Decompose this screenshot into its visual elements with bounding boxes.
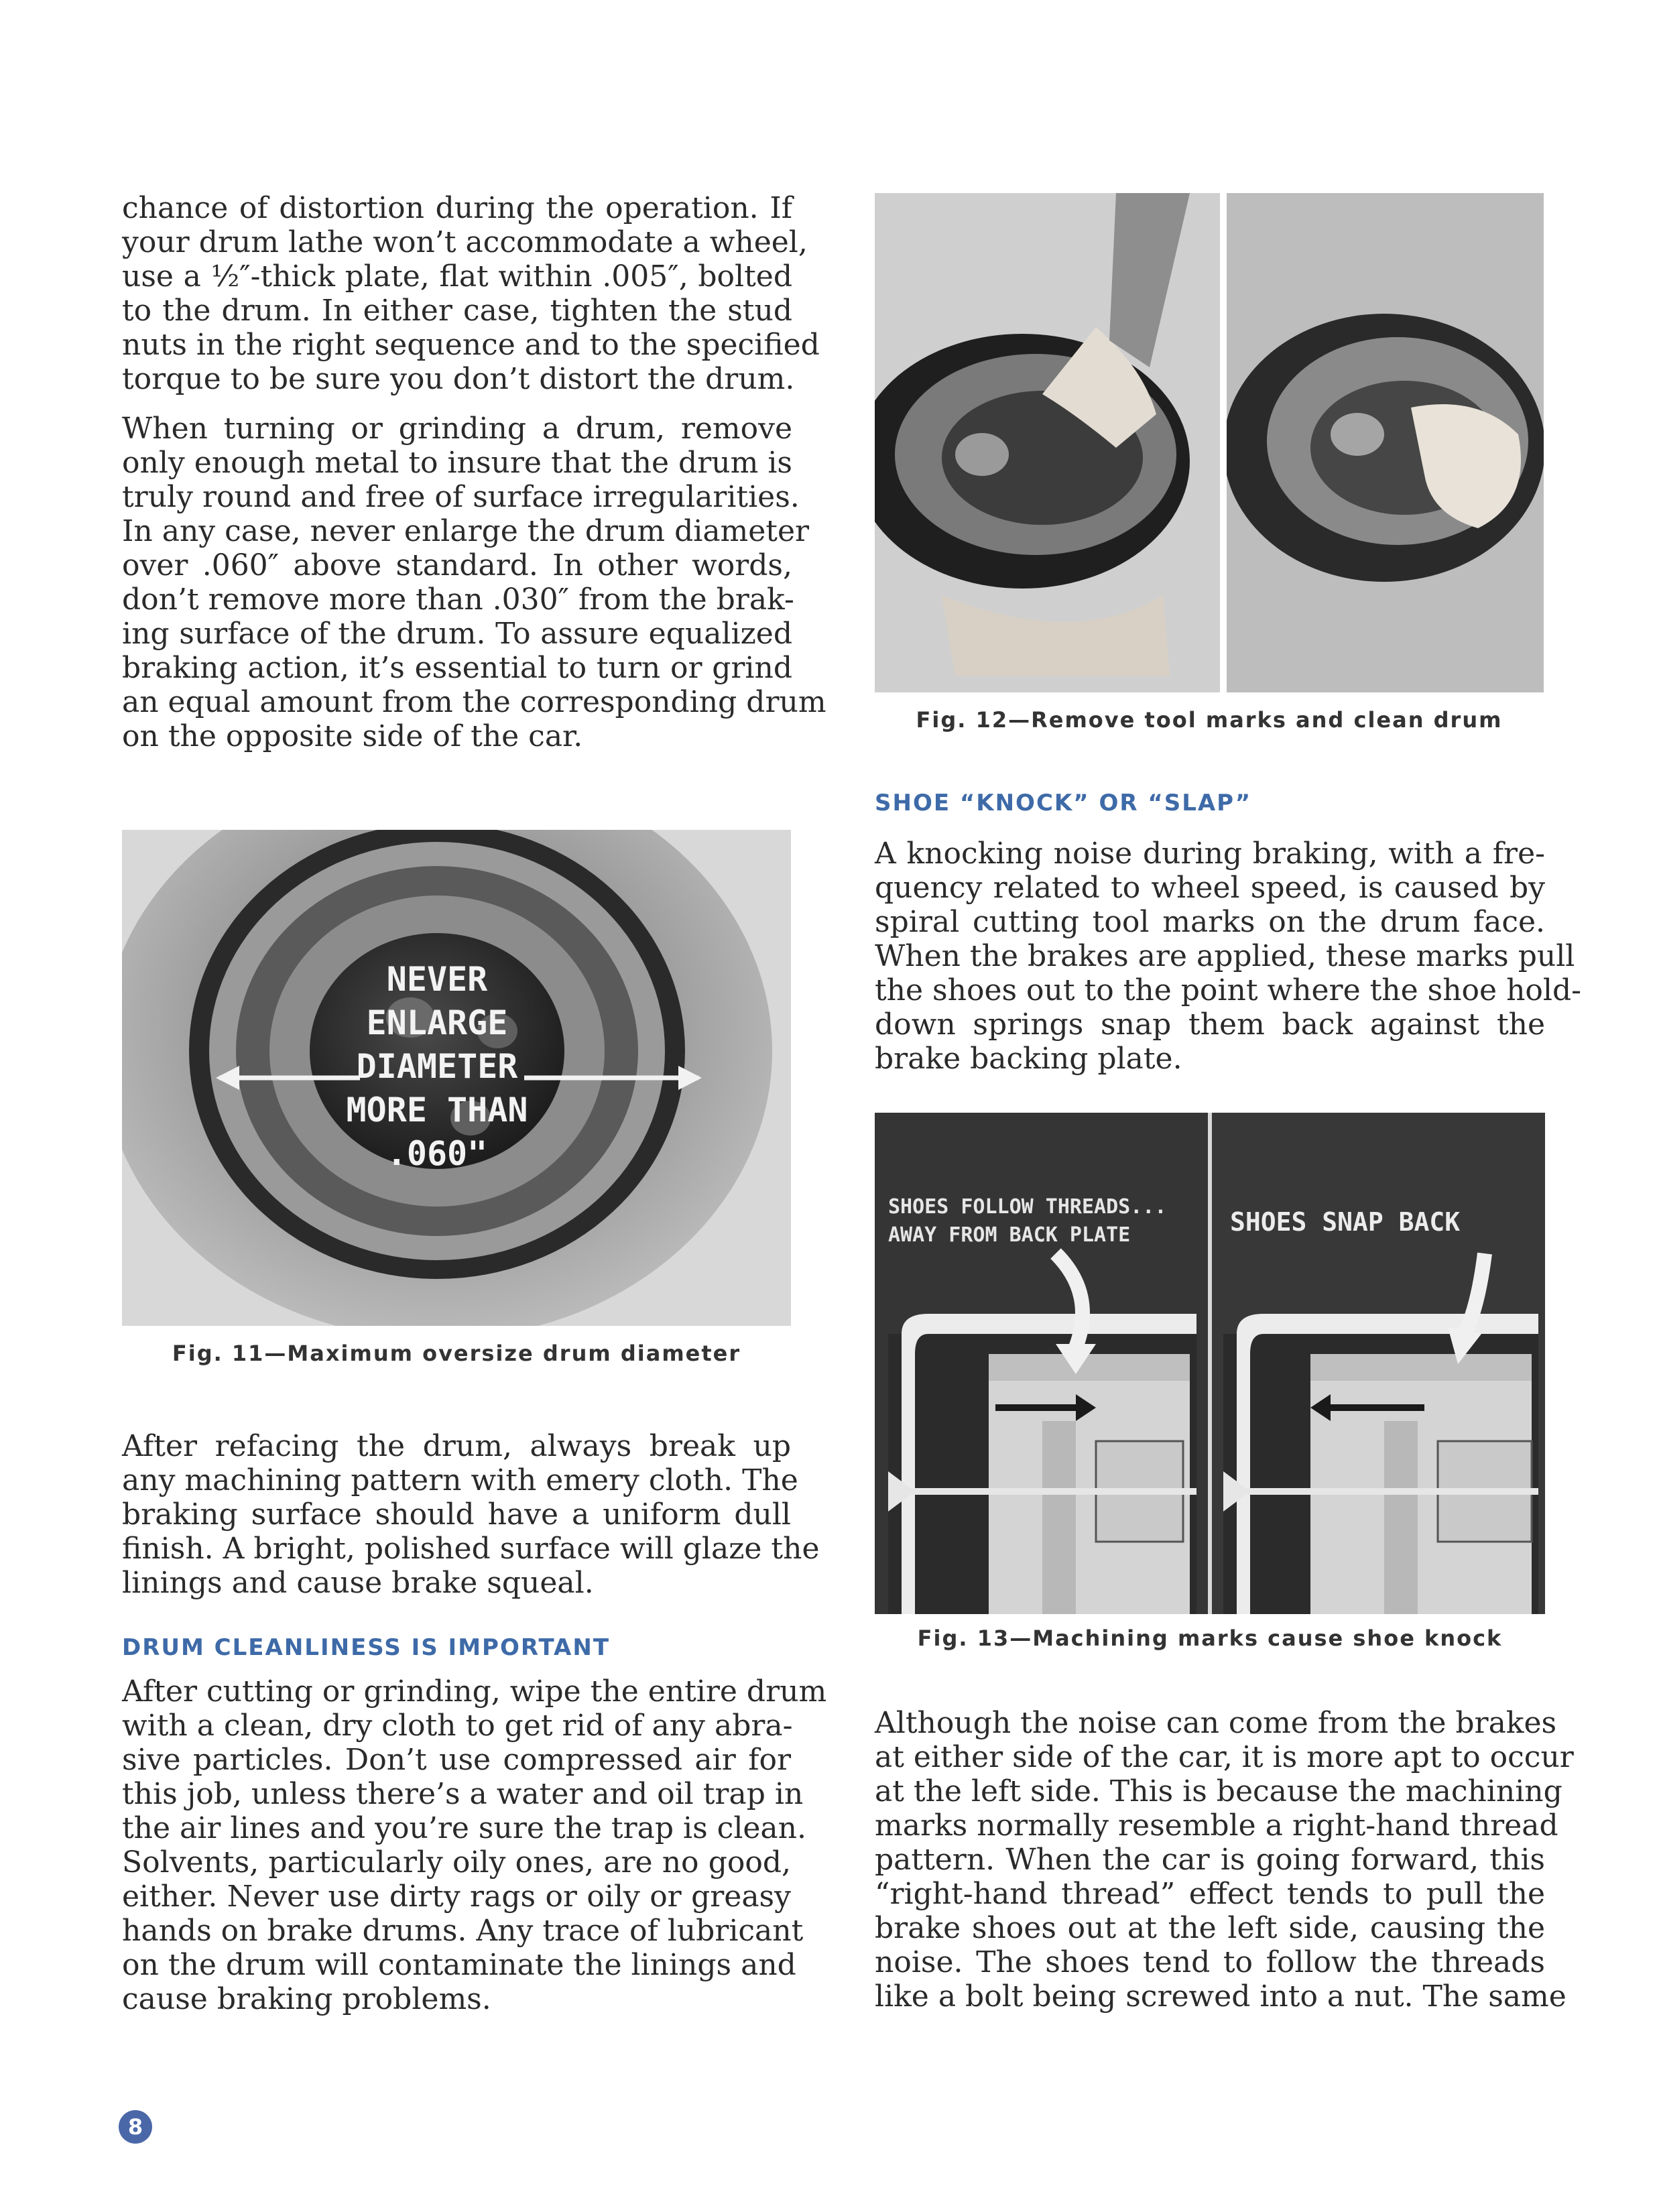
text-line: noise. The shoes tend to follow the threads [875,1945,1545,1979]
text-line: an equal amount from the corresponding drum [122,685,826,719]
refacing-paragraph [122,1429,820,1600]
text-line: Although the noise can come from the brakes [875,1706,1557,1740]
text-line: on the opposite side of the car. [122,719,583,753]
text-line: torque to be sure you don’t distort the drum. [122,362,795,396]
text-line: on the drum will contaminate the linings and [122,1948,796,1982]
text-line: braking action, it’s essential to turn or grind [122,651,792,685]
fig11-overlay-line: NEVER [386,960,488,999]
text-line: After refacing the drum, always break up [122,1429,791,1463]
text-line: to the drum. In either case, tighten the stud [122,294,792,328]
text-line: down springs snap them back against the [875,1007,1545,1042]
drum-cleanliness-heading: DRUM CLEANLINESS IS IMPORTANT [122,1634,611,1661]
text-line: pattern. When the car is going forward, this [875,1843,1545,1877]
fig11-caption: Fig. 11—Maximum oversize drum diameter [172,1341,741,1366]
text-line: After cutting or grinding, wipe the entire drum [122,1674,827,1709]
knock-paragraph [875,837,1582,1076]
text-line: any machining pattern with emery cloth. The [122,1463,798,1497]
turning-paragraph [122,412,826,753]
fig11-overlay-line: .060" [386,1134,488,1173]
cleanliness-paragraph [122,1674,827,2016]
text-line: the shoes out to the point where the shoe hold- [875,973,1582,1007]
text-line: finish. A bright, polished surface will glaze the [122,1532,820,1566]
text-line: marks normally resemble a right-hand thread [875,1808,1558,1843]
fig13-left-label-line: SHOES FOLLOW THREADS... [888,1195,1167,1219]
page-number: 8 [119,2110,152,2144]
text-line: In any case, never enlarge the drum diameter [122,514,810,548]
text-line: quency related to wheel speed, is caused by [875,871,1545,905]
text-line: When turning or grinding a drum, remove [122,412,792,446]
text-line: either. Never use dirty rags or oily or greasy [122,1880,791,1914]
text-line: like a bolt being screwed into a nut. The same [875,1979,1566,2014]
fig13-caption: Fig. 13—Machining marks cause shoe knock [917,1625,1503,1651]
text-line: braking surface should have a uniform dull [122,1497,791,1532]
noise-paragraph [875,1706,1574,2014]
fig13-diagram [875,1113,1545,1614]
text-line: your drum lathe won’t accommodate a wheel, [122,225,808,259]
text-line: nuts in the right sequence and to the specified [122,328,820,362]
text-line: brake backing plate. [875,1042,1182,1076]
text-line: chance of distortion during the operation. If [122,191,792,225]
fig13-right-label: SHOES SNAP BACK [1230,1207,1461,1237]
text-line: Solvents, particularly oily ones, are no good, [122,1845,791,1880]
text-line: When the brakes are applied, these marks pull [875,939,1575,973]
text-line: this job, unless there’s a water and oil trap in [122,1777,804,1811]
text-line: only enough metal to insure that the drum is [122,446,792,480]
text-line: brake shoes out at the left side, causing the [875,1911,1545,1945]
text-line: truly round and free of surface irregularities. [122,480,800,514]
text-line: spiral cutting tool marks on the drum face. [875,905,1545,939]
text-line: “right-hand thread” effect tends to pull the [875,1877,1545,1911]
text-line: at either side of the car, it is more apt to occur [875,1740,1574,1774]
text-line: over .060″ above standard. In other words, [122,548,792,582]
fig12-photo [875,193,1544,696]
text-line: ing surface of the drum. To assure equalized [122,617,792,651]
text-line: at the left side. This is because the machining [875,1774,1562,1808]
shoe-knock-heading: SHOE “KNOCK” OR “SLAP” [875,790,1252,816]
fig11-overlay-line: ENLARGE [366,1003,508,1042]
text-line: cause braking problems. [122,1982,491,2016]
text-line: hands on brake drums. Any trace of lubricant [122,1914,804,1948]
fig11-overlay-line: MORE THAN [346,1091,528,1129]
text-line: use a ½″-thick plate, flat within .005″, bolted [122,259,792,294]
text-line: linings and cause brake squeal. [122,1566,594,1600]
intro-paragraph [122,191,820,396]
text-line: with a clean, dry cloth to get rid of any abra- [122,1709,793,1743]
fig12-caption: Fig. 12—Remove tool marks and clean drum [916,707,1503,733]
fig11-overlay-line: DIAMETER [356,1047,518,1086]
text-line: sive particles. Don’t use compressed air for [122,1743,791,1777]
text-line: A knocking noise during braking, with a fre- [875,837,1545,871]
fig13-left-label-line: AWAY FROM BACK PLATE [888,1223,1131,1247]
text-line: don’t remove more than .030″ from the brak- [122,582,794,617]
text-line: the air lines and you’re sure the trap is clean. [122,1811,806,1845]
fig11-drum-photo [122,830,791,1326]
